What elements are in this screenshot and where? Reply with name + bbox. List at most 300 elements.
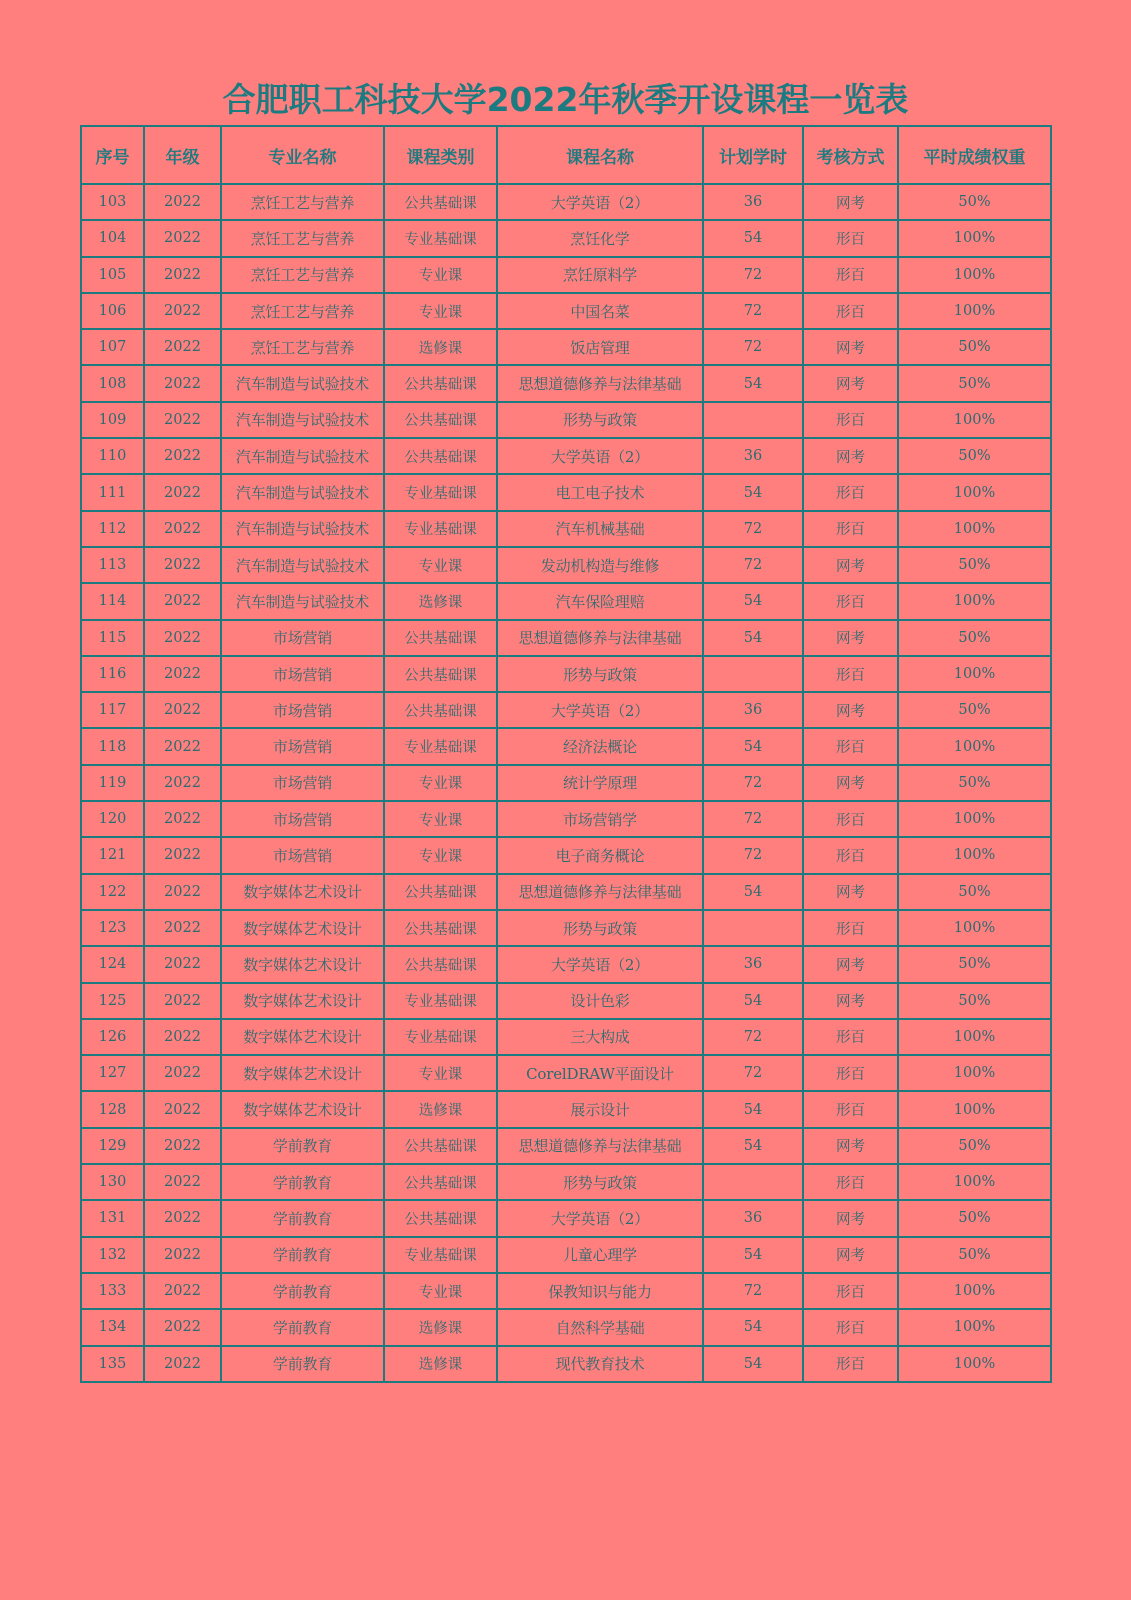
weight-cell: 50% [898, 438, 1051, 474]
weight-cell: 100% [898, 1055, 1051, 1091]
course-cell: 中国名菜 [497, 293, 703, 329]
major-cell: 汽车制造与试验技术 [221, 547, 384, 583]
category-cell: 公共基础课 [384, 402, 497, 438]
category-cell: 选修课 [384, 1309, 497, 1345]
grade-cell: 2022 [144, 220, 221, 256]
course-cell: 经济法概论 [497, 728, 703, 764]
grade-cell: 2022 [144, 1019, 221, 1055]
seq-cell: 103 [81, 184, 144, 220]
weight-cell: 50% [898, 329, 1051, 365]
grade-cell: 2022 [144, 184, 221, 220]
table-row [81, 1237, 1051, 1273]
seq-cell: 129 [81, 1128, 144, 1164]
seq-cell: 131 [81, 1200, 144, 1236]
major-cell: 学前教育 [221, 1164, 384, 1200]
exam-cell: 形百 [803, 511, 898, 547]
exam-cell: 网考 [803, 765, 898, 801]
table-row [81, 184, 1051, 220]
seq-cell: 133 [81, 1273, 144, 1309]
hours-cell: 54 [703, 220, 803, 256]
hours-cell: 72 [703, 1019, 803, 1055]
exam-cell: 形百 [803, 801, 898, 837]
header-row [81, 126, 1051, 184]
category-cell: 公共基础课 [384, 692, 497, 728]
category-cell: 公共基础课 [384, 620, 497, 656]
category-cell: 专业课 [384, 547, 497, 583]
seq-cell: 115 [81, 620, 144, 656]
hours-cell: 54 [703, 583, 803, 619]
category-cell: 专业基础课 [384, 983, 497, 1019]
grade-cell: 2022 [144, 1273, 221, 1309]
seq-cell: 119 [81, 765, 144, 801]
category-cell: 专业课 [384, 801, 497, 837]
grade-cell: 2022 [144, 1237, 221, 1273]
hours-cell [703, 402, 803, 438]
course-table [80, 125, 1052, 1383]
seq-cell: 132 [81, 1237, 144, 1273]
major-cell: 市场营销 [221, 837, 384, 873]
exam-cell: 网考 [803, 1128, 898, 1164]
hours-cell: 54 [703, 474, 803, 510]
category-cell: 专业基础课 [384, 1019, 497, 1055]
table-row [81, 1200, 1051, 1236]
table-row [81, 1309, 1051, 1345]
table-row [81, 1091, 1051, 1127]
hours-cell: 36 [703, 692, 803, 728]
seq-cell: 125 [81, 983, 144, 1019]
weight-cell: 100% [898, 910, 1051, 946]
header-seq: 序号 [81, 126, 144, 184]
category-cell: 专业基础课 [384, 1237, 497, 1273]
table-row [81, 910, 1051, 946]
exam-cell: 网考 [803, 329, 898, 365]
grade-cell: 2022 [144, 946, 221, 982]
seq-cell: 127 [81, 1055, 144, 1091]
weight-cell: 100% [898, 656, 1051, 692]
major-cell: 市场营销 [221, 765, 384, 801]
course-cell: 形势与政策 [497, 1164, 703, 1200]
hours-cell: 72 [703, 547, 803, 583]
table-row [81, 365, 1051, 401]
course-cell: 设计色彩 [497, 983, 703, 1019]
header-course: 课程名称 [497, 126, 703, 184]
hours-cell: 72 [703, 329, 803, 365]
course-cell: 思想道德修养与法律基础 [497, 365, 703, 401]
seq-cell: 105 [81, 257, 144, 293]
hours-cell: 72 [703, 837, 803, 873]
course-cell: CorelDRAW平面设计 [497, 1055, 703, 1091]
major-cell: 汽车制造与试验技术 [221, 402, 384, 438]
seq-cell: 128 [81, 1091, 144, 1127]
major-cell: 烹饪工艺与营养 [221, 329, 384, 365]
hours-cell: 54 [703, 874, 803, 910]
grade-cell: 2022 [144, 837, 221, 873]
major-cell: 学前教育 [221, 1273, 384, 1309]
table-row [81, 620, 1051, 656]
exam-cell: 形百 [803, 1019, 898, 1055]
exam-cell: 形百 [803, 910, 898, 946]
seq-cell: 108 [81, 365, 144, 401]
exam-cell: 形百 [803, 728, 898, 764]
grade-cell: 2022 [144, 874, 221, 910]
page-title: 合肥职工科技大学2022年秋季开设课程一览表 [222, 80, 909, 119]
weight-cell: 100% [898, 1273, 1051, 1309]
major-cell: 烹饪工艺与营养 [221, 220, 384, 256]
table-row [81, 257, 1051, 293]
category-cell: 公共基础课 [384, 184, 497, 220]
hours-cell: 72 [703, 1273, 803, 1309]
seq-cell: 111 [81, 474, 144, 510]
category-cell: 专业课 [384, 765, 497, 801]
exam-cell: 网考 [803, 874, 898, 910]
exam-cell: 形百 [803, 837, 898, 873]
exam-cell: 形百 [803, 474, 898, 510]
major-cell: 汽车制造与试验技术 [221, 365, 384, 401]
course-cell: 电子商务概论 [497, 837, 703, 873]
header-exam: 考核方式 [803, 126, 898, 184]
course-cell: 电工电子技术 [497, 474, 703, 510]
major-cell: 数字媒体艺术设计 [221, 910, 384, 946]
major-cell: 汽车制造与试验技术 [221, 438, 384, 474]
course-cell: 思想道德修养与法律基础 [497, 874, 703, 910]
hours-cell: 54 [703, 728, 803, 764]
hours-cell: 72 [703, 765, 803, 801]
grade-cell: 2022 [144, 1164, 221, 1200]
weight-cell: 50% [898, 184, 1051, 220]
weight-cell: 100% [898, 293, 1051, 329]
major-cell: 烹饪工艺与营养 [221, 257, 384, 293]
weight-cell: 100% [898, 220, 1051, 256]
table-row [81, 293, 1051, 329]
hours-cell: 72 [703, 511, 803, 547]
exam-cell: 形百 [803, 1091, 898, 1127]
weight-cell: 50% [898, 365, 1051, 401]
seq-cell: 130 [81, 1164, 144, 1200]
weight-cell: 50% [898, 765, 1051, 801]
weight-cell: 50% [898, 620, 1051, 656]
weight-cell: 100% [898, 1164, 1051, 1200]
course-cell: 保教知识与能力 [497, 1273, 703, 1309]
exam-cell: 网考 [803, 547, 898, 583]
exam-cell: 网考 [803, 1200, 898, 1236]
exam-cell: 形百 [803, 1273, 898, 1309]
table-row [81, 583, 1051, 619]
seq-cell: 107 [81, 329, 144, 365]
course-cell: 大学英语（2） [497, 946, 703, 982]
course-cell: 市场营销学 [497, 801, 703, 837]
exam-cell: 网考 [803, 946, 898, 982]
weight-cell: 50% [898, 547, 1051, 583]
exam-cell: 网考 [803, 983, 898, 1019]
exam-cell: 网考 [803, 365, 898, 401]
hours-cell: 54 [703, 1309, 803, 1345]
weight-cell: 50% [898, 1237, 1051, 1273]
major-cell: 烹饪工艺与营养 [221, 184, 384, 220]
exam-cell: 形百 [803, 293, 898, 329]
category-cell: 专业课 [384, 837, 497, 873]
seq-cell: 110 [81, 438, 144, 474]
exam-cell: 形百 [803, 583, 898, 619]
hours-cell: 54 [703, 1128, 803, 1164]
weight-cell: 50% [898, 1128, 1051, 1164]
table-row [81, 1273, 1051, 1309]
hours-cell: 36 [703, 438, 803, 474]
table-row [81, 946, 1051, 982]
weight-cell: 100% [898, 402, 1051, 438]
major-cell: 市场营销 [221, 692, 384, 728]
category-cell: 公共基础课 [384, 874, 497, 910]
course-cell: 汽车保险理赔 [497, 583, 703, 619]
category-cell: 选修课 [384, 1346, 497, 1382]
seq-cell: 104 [81, 220, 144, 256]
grade-cell: 2022 [144, 620, 221, 656]
table-row [81, 402, 1051, 438]
major-cell: 市场营销 [221, 620, 384, 656]
hours-cell: 54 [703, 365, 803, 401]
table-row [81, 983, 1051, 1019]
hours-cell: 54 [703, 1237, 803, 1273]
weight-cell: 50% [898, 692, 1051, 728]
weight-cell: 100% [898, 1091, 1051, 1127]
table-row [81, 874, 1051, 910]
weight-cell: 100% [898, 583, 1051, 619]
seq-cell: 106 [81, 293, 144, 329]
table-row [81, 438, 1051, 474]
major-cell: 汽车制造与试验技术 [221, 511, 384, 547]
seq-cell: 109 [81, 402, 144, 438]
major-cell: 汽车制造与试验技术 [221, 474, 384, 510]
grade-cell: 2022 [144, 801, 221, 837]
category-cell: 专业基础课 [384, 728, 497, 764]
weight-cell: 100% [898, 257, 1051, 293]
hours-cell: 36 [703, 946, 803, 982]
grade-cell: 2022 [144, 1091, 221, 1127]
weight-cell: 100% [898, 1309, 1051, 1345]
grade-cell: 2022 [144, 438, 221, 474]
weight-cell: 50% [898, 874, 1051, 910]
hours-cell: 54 [703, 1346, 803, 1382]
grade-cell: 2022 [144, 983, 221, 1019]
major-cell: 汽车制造与试验技术 [221, 583, 384, 619]
major-cell: 烹饪工艺与营养 [221, 293, 384, 329]
hours-cell: 72 [703, 801, 803, 837]
table-row [81, 329, 1051, 365]
major-cell: 学前教育 [221, 1346, 384, 1382]
weight-cell: 100% [898, 837, 1051, 873]
grade-cell: 2022 [144, 1346, 221, 1382]
seq-cell: 134 [81, 1309, 144, 1345]
major-cell: 市场营销 [221, 656, 384, 692]
category-cell: 公共基础课 [384, 656, 497, 692]
table-row [81, 801, 1051, 837]
course-cell: 烹饪化学 [497, 220, 703, 256]
weight-cell: 50% [898, 946, 1051, 982]
exam-cell: 网考 [803, 438, 898, 474]
seq-cell: 113 [81, 547, 144, 583]
table-row [81, 1055, 1051, 1091]
grade-cell: 2022 [144, 257, 221, 293]
table-row [81, 1019, 1051, 1055]
grade-cell: 2022 [144, 1055, 221, 1091]
exam-cell: 形百 [803, 1346, 898, 1382]
grade-cell: 2022 [144, 511, 221, 547]
category-cell: 选修课 [384, 583, 497, 619]
weight-cell: 100% [898, 511, 1051, 547]
course-cell: 烹饪原料学 [497, 257, 703, 293]
course-cell: 大学英语（2） [497, 438, 703, 474]
grade-cell: 2022 [144, 1309, 221, 1345]
category-cell: 专业基础课 [384, 220, 497, 256]
table-row [81, 1346, 1051, 1382]
header-category: 课程类别 [384, 126, 497, 184]
course-cell: 统计学原理 [497, 765, 703, 801]
hours-cell [703, 910, 803, 946]
course-cell: 大学英语（2） [497, 692, 703, 728]
seq-cell: 116 [81, 656, 144, 692]
grade-cell: 2022 [144, 365, 221, 401]
grade-cell: 2022 [144, 547, 221, 583]
exam-cell: 网考 [803, 692, 898, 728]
course-cell: 形势与政策 [497, 656, 703, 692]
category-cell: 专业课 [384, 293, 497, 329]
hours-cell: 36 [703, 1200, 803, 1236]
course-cell: 发动机构造与维修 [497, 547, 703, 583]
category-cell: 公共基础课 [384, 1200, 497, 1236]
category-cell: 专业基础课 [384, 474, 497, 510]
grade-cell: 2022 [144, 583, 221, 619]
hours-cell: 54 [703, 620, 803, 656]
seq-cell: 120 [81, 801, 144, 837]
major-cell: 市场营销 [221, 801, 384, 837]
category-cell: 选修课 [384, 329, 497, 365]
grade-cell: 2022 [144, 1128, 221, 1164]
seq-cell: 121 [81, 837, 144, 873]
category-cell: 公共基础课 [384, 946, 497, 982]
exam-cell: 形百 [803, 1164, 898, 1200]
exam-cell: 形百 [803, 656, 898, 692]
major-cell: 学前教育 [221, 1309, 384, 1345]
table-row [81, 765, 1051, 801]
weight-cell: 100% [898, 728, 1051, 764]
exam-cell: 形百 [803, 1055, 898, 1091]
major-cell: 数字媒体艺术设计 [221, 1055, 384, 1091]
exam-cell: 网考 [803, 184, 898, 220]
course-cell: 大学英语（2） [497, 1200, 703, 1236]
hours-cell: 72 [703, 257, 803, 293]
category-cell: 公共基础课 [384, 365, 497, 401]
header-hours: 计划学时 [703, 126, 803, 184]
major-cell: 数字媒体艺术设计 [221, 946, 384, 982]
course-cell: 汽车机械基础 [497, 511, 703, 547]
table-row [81, 547, 1051, 583]
category-cell: 专业基础课 [384, 511, 497, 547]
header-weight: 平时成绩权重 [898, 126, 1051, 184]
hours-cell: 72 [703, 1055, 803, 1091]
exam-cell: 网考 [803, 1237, 898, 1273]
seq-cell: 114 [81, 583, 144, 619]
seq-cell: 117 [81, 692, 144, 728]
grade-cell: 2022 [144, 1200, 221, 1236]
course-cell: 思想道德修养与法律基础 [497, 1128, 703, 1164]
exam-cell: 形百 [803, 1309, 898, 1345]
major-cell: 市场营销 [221, 728, 384, 764]
table-row [81, 728, 1051, 764]
grade-cell: 2022 [144, 656, 221, 692]
course-cell: 饭店管理 [497, 329, 703, 365]
table-row [81, 511, 1051, 547]
weight-cell: 100% [898, 801, 1051, 837]
weight-cell: 100% [898, 474, 1051, 510]
seq-cell: 112 [81, 511, 144, 547]
category-cell: 公共基础课 [384, 438, 497, 474]
category-cell: 公共基础课 [384, 1164, 497, 1200]
category-cell: 选修课 [384, 1091, 497, 1127]
weight-cell: 100% [898, 1019, 1051, 1055]
course-cell: 思想道德修养与法律基础 [497, 620, 703, 656]
weight-cell: 100% [898, 1346, 1051, 1382]
course-cell: 自然科学基础 [497, 1309, 703, 1345]
grade-cell: 2022 [144, 910, 221, 946]
table-row [81, 220, 1051, 256]
category-cell: 专业课 [384, 1273, 497, 1309]
grade-cell: 2022 [144, 474, 221, 510]
hours-cell [703, 656, 803, 692]
grade-cell: 2022 [144, 765, 221, 801]
course-cell: 形势与政策 [497, 402, 703, 438]
course-cell: 现代教育技术 [497, 1346, 703, 1382]
hours-cell: 54 [703, 983, 803, 1019]
hours-cell: 36 [703, 184, 803, 220]
major-cell: 学前教育 [221, 1128, 384, 1164]
seq-cell: 126 [81, 1019, 144, 1055]
course-cell: 儿童心理学 [497, 1237, 703, 1273]
category-cell: 专业课 [384, 1055, 497, 1091]
exam-cell: 形百 [803, 220, 898, 256]
table-row [81, 837, 1051, 873]
major-cell: 学前教育 [221, 1200, 384, 1236]
weight-cell: 50% [898, 983, 1051, 1019]
exam-cell: 网考 [803, 620, 898, 656]
major-cell: 数字媒体艺术设计 [221, 1091, 384, 1127]
grade-cell: 2022 [144, 692, 221, 728]
table-row [81, 1164, 1051, 1200]
major-cell: 学前教育 [221, 1237, 384, 1273]
grade-cell: 2022 [144, 728, 221, 764]
hours-cell: 72 [703, 293, 803, 329]
seq-cell: 123 [81, 910, 144, 946]
table-row [81, 474, 1051, 510]
major-cell: 数字媒体艺术设计 [221, 983, 384, 1019]
seq-cell: 122 [81, 874, 144, 910]
seq-cell: 124 [81, 946, 144, 982]
category-cell: 专业课 [384, 257, 497, 293]
table-row [81, 656, 1051, 692]
weight-cell: 50% [898, 1200, 1051, 1236]
course-cell: 大学英语（2） [497, 184, 703, 220]
header-grade: 年级 [144, 126, 221, 184]
seq-cell: 135 [81, 1346, 144, 1382]
table-row [81, 1128, 1051, 1164]
hours-cell [703, 1164, 803, 1200]
major-cell: 数字媒体艺术设计 [221, 874, 384, 910]
grade-cell: 2022 [144, 402, 221, 438]
table-row [81, 692, 1051, 728]
hours-cell: 54 [703, 1091, 803, 1127]
major-cell: 数字媒体艺术设计 [221, 1019, 384, 1055]
course-cell: 三大构成 [497, 1019, 703, 1055]
exam-cell: 形百 [803, 257, 898, 293]
category-cell: 公共基础课 [384, 1128, 497, 1164]
